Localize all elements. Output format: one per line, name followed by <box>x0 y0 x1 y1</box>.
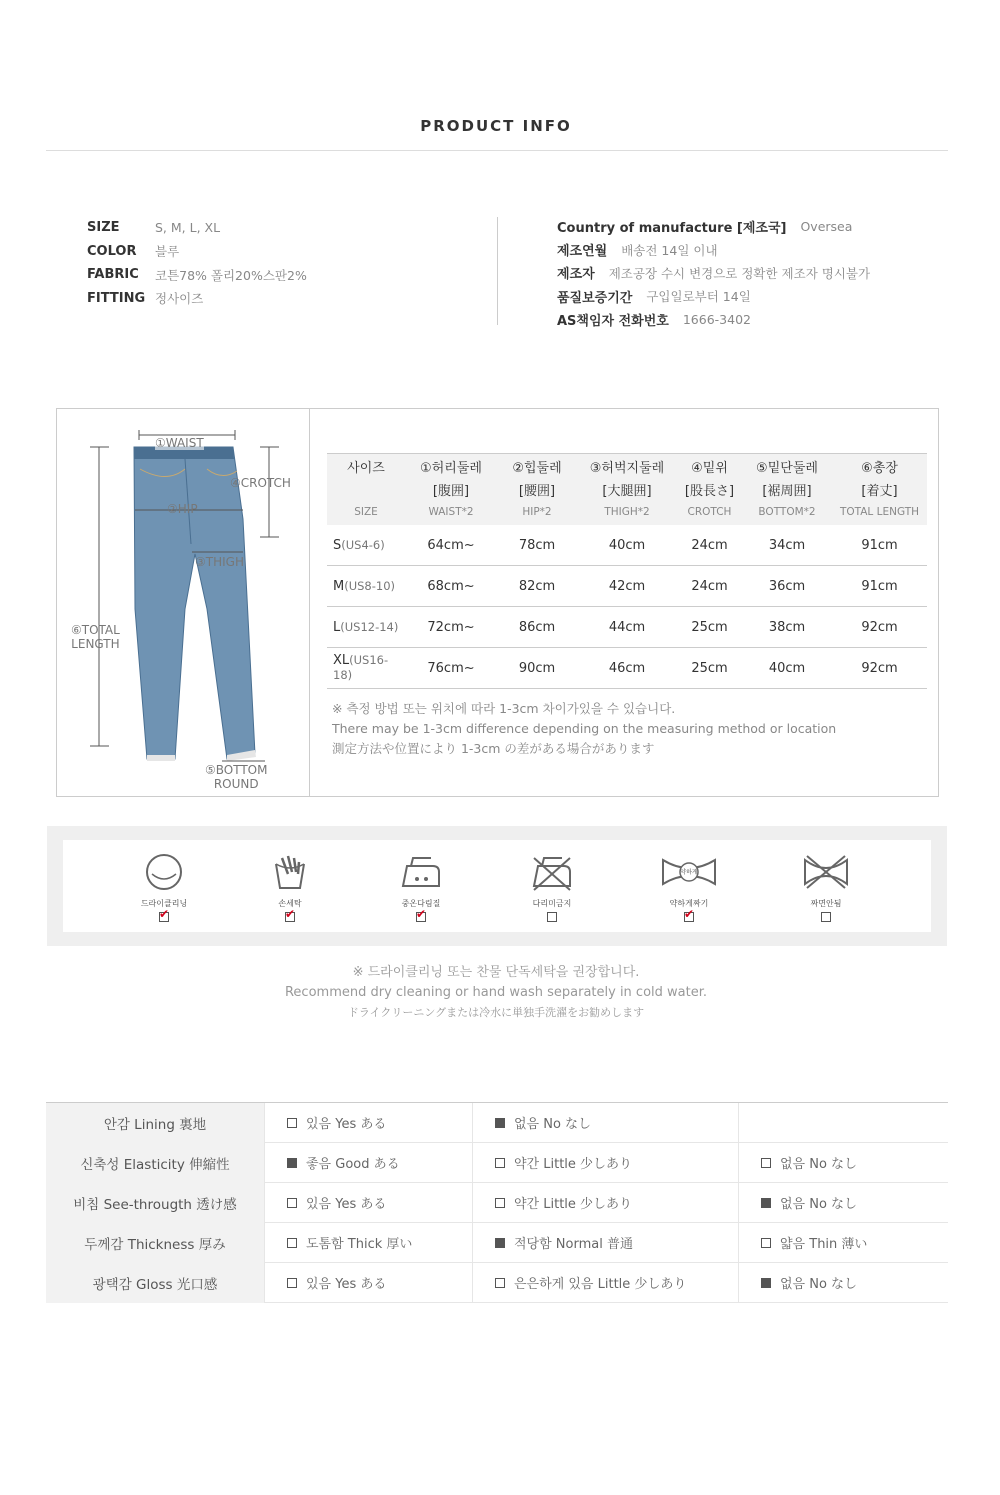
property-label: 두께감 Thickness 厚み <box>46 1223 264 1263</box>
table-cell: 92cm <box>861 660 898 676</box>
wring-gently-icon <box>659 852 719 892</box>
table-cell: 68cm~ <box>427 578 475 594</box>
size-cell <box>327 579 405 594</box>
table-cell: 24cm <box>691 578 728 594</box>
info-row <box>87 216 307 240</box>
header-en: THIGH*2 <box>604 506 650 518</box>
header-cjk: [股長さ] <box>684 484 735 499</box>
option-cell[interactable] <box>264 1143 472 1183</box>
option-checkbox[interactable] <box>287 1198 297 1208</box>
size-table <box>327 453 927 759</box>
option-cell[interactable] <box>472 1183 738 1223</box>
table-cell: 38cm <box>768 619 806 635</box>
size-header-cell <box>742 454 832 525</box>
size-header-cell <box>497 454 577 525</box>
option-checkbox[interactable] <box>495 1198 505 1208</box>
thigh-label: ③THIGH <box>195 555 244 569</box>
size-name: XL <box>333 653 350 668</box>
option-cell-empty <box>738 1103 948 1143</box>
no-iron-icon <box>530 852 574 892</box>
table-cell: 86cm <box>518 619 556 635</box>
care-checkbox[interactable] <box>285 907 296 922</box>
info-key: COLOR <box>87 243 137 259</box>
table-row <box>327 566 927 607</box>
header-en: BOTTOM*2 <box>758 506 816 518</box>
care-note-line: ドライクリーニングまたは冷水に単独手洗濯をお勧めします <box>347 1006 645 1019</box>
info-value: 배송전 14일 이내 <box>621 242 718 258</box>
care-checkbox[interactable] <box>684 907 695 922</box>
jeans-illustration <box>57 409 310 796</box>
size-us: (US4-6) <box>341 537 385 552</box>
option-text: 약간 Little 少しあり <box>514 1197 633 1212</box>
size-us: (US12-14) <box>340 619 399 634</box>
care-label: 손세탁 <box>278 899 302 908</box>
hip-label: ②HIP <box>167 502 198 516</box>
measurement-note <box>327 699 927 759</box>
header-ko: 사이즈 <box>347 461 385 476</box>
crotch-label: ④CROTCH <box>230 476 291 490</box>
table-row <box>327 525 927 566</box>
care-checkbox[interactable] <box>821 912 831 922</box>
size-chart-box <box>56 408 939 797</box>
info-row <box>557 215 870 238</box>
size-cell <box>327 538 405 553</box>
info-value: 코튼78% 폴리20%스판2% <box>155 267 307 283</box>
info-key: FITTING <box>87 290 146 306</box>
note-line: 測定方法や位置により 1-3cm の差がある場合があります <box>332 741 655 756</box>
dry-clean-icon <box>142 852 186 892</box>
info-row <box>557 238 870 261</box>
care-panel <box>47 826 947 946</box>
header-ko: ①허리둘레 <box>420 461 482 476</box>
option-checkbox[interactable] <box>761 1158 771 1168</box>
iron-icon <box>399 852 443 892</box>
option-text: 약간 Little 少しあり <box>514 1157 633 1172</box>
care-checkbox[interactable] <box>159 907 170 922</box>
note-line: There may be 1-3cm difference depending on the measuring method or location <box>332 721 837 736</box>
total-label-line: LENGTH <box>71 637 120 651</box>
option-checkbox[interactable] <box>761 1278 771 1288</box>
table-row <box>46 1183 948 1223</box>
option-cell[interactable] <box>472 1263 738 1303</box>
table-cell: 91cm <box>861 578 898 594</box>
header-ko: ②힙둘레 <box>512 461 562 476</box>
care-label: 약하게짜기 <box>669 899 709 908</box>
option-cell[interactable] <box>264 1223 472 1263</box>
option-text: 없음 No なし <box>514 1117 592 1132</box>
info-row <box>557 285 870 308</box>
size-name: M <box>333 578 345 594</box>
total-label-line: ⑥TOTAL <box>71 623 120 637</box>
table-cell: 78cm <box>518 537 556 553</box>
header-en: SIZE <box>354 506 378 518</box>
header-ko: ④밑위 <box>691 461 728 476</box>
info-row <box>87 287 307 311</box>
waist-label: ①WAIST <box>155 436 204 450</box>
info-value: 블루 <box>155 244 180 260</box>
care-checkbox[interactable] <box>547 912 557 922</box>
page-title: PRODUCT INFO <box>420 117 572 135</box>
size-cell <box>327 653 405 683</box>
table-cell: 92cm <box>861 619 898 635</box>
info-key: AS책임자 전화번호 <box>557 313 669 329</box>
option-checkbox[interactable] <box>495 1158 505 1168</box>
option-checkbox[interactable] <box>495 1118 505 1128</box>
check-icon: ✔ <box>416 907 427 921</box>
info-value: S, M, L, XL <box>155 220 221 236</box>
option-checkbox[interactable] <box>495 1238 505 1248</box>
care-label: 중온다림질 <box>401 899 441 908</box>
info-value: 구입일로부터 14일 <box>646 289 751 305</box>
info-key: 제조자 <box>557 267 595 283</box>
info-row <box>557 261 870 284</box>
size-us: (US16-18) <box>333 653 389 682</box>
table-cell: 82cm <box>518 578 556 594</box>
header-ko: ⑥총장 <box>861 461 898 476</box>
info-right <box>557 215 870 331</box>
header-en: HIP*2 <box>522 506 552 518</box>
option-text: 없음 No なし <box>780 1197 858 1212</box>
info-key: SIZE <box>87 220 120 236</box>
table-cell: 25cm <box>691 619 728 635</box>
option-cell[interactable] <box>472 1223 738 1263</box>
size-header-cell <box>577 454 677 525</box>
option-cell[interactable] <box>738 1263 948 1303</box>
option-cell[interactable] <box>738 1143 948 1183</box>
option-cell[interactable] <box>472 1143 738 1183</box>
option-checkbox[interactable] <box>495 1278 505 1288</box>
info-divider <box>497 217 498 325</box>
info-value: 제조공장 수시 변경으로 정확한 제조자 명시불가 <box>608 265 871 281</box>
care-note <box>0 963 992 1023</box>
check-icon: ✔ <box>684 907 695 921</box>
check-icon: ✔ <box>285 907 296 921</box>
header-en: WAIST*2 <box>428 506 474 518</box>
hand-wash-icon <box>268 852 312 892</box>
table-cell: 90cm <box>518 660 556 676</box>
info-key: Country of manufacture [제조국] <box>557 221 787 237</box>
care-note-line: ※ 드라이클리닝 또는 찬물 단독세탁을 권장합니다. <box>352 965 640 980</box>
table-cell: 46cm <box>608 660 646 676</box>
table-row <box>327 648 927 689</box>
size-header-cell <box>832 454 927 525</box>
table-cell: 91cm <box>861 537 898 553</box>
option-cell[interactable] <box>472 1103 738 1143</box>
care-inner <box>63 840 931 932</box>
header-cjk: [腰囲] <box>518 484 556 499</box>
note-line: ※ 측정 방법 또는 위치에 따라 1-3cm 차이가있을 수 있습니다. <box>332 701 676 716</box>
table-cell: 24cm <box>691 537 728 553</box>
option-text: 적당함 Normal 普通 <box>514 1237 633 1252</box>
care-item <box>245 852 335 922</box>
table-cell: 40cm <box>608 537 646 553</box>
info-value: 정사이즈 <box>155 291 204 307</box>
total-length-label <box>71 623 120 651</box>
no-wring-icon <box>801 852 851 892</box>
info-key: 제조연월 <box>557 244 608 260</box>
size-name: S <box>333 537 342 553</box>
care-label: 짜면안됨 <box>810 899 842 908</box>
option-text: 도톰함 Thick 厚い <box>306 1237 413 1252</box>
info-row <box>87 240 307 264</box>
option-checkbox[interactable] <box>287 1278 297 1288</box>
size-table-header <box>327 453 927 525</box>
header-ko: ③허벅지둘레 <box>589 461 665 476</box>
size-cell <box>327 620 405 635</box>
option-text: 있음 Yes ある <box>306 1277 387 1292</box>
care-checkbox[interactable] <box>416 907 427 922</box>
size-name: L <box>333 619 341 635</box>
property-label: 광택감 Gloss 光口感 <box>46 1263 264 1303</box>
size-header-cell <box>677 454 742 525</box>
table-cell: 64cm~ <box>427 537 475 553</box>
option-text: 있음 Yes ある <box>306 1117 387 1132</box>
option-text: 은은하게 있음 Little 少しあり <box>514 1277 687 1292</box>
header-cjk: [腹囲] <box>432 484 470 499</box>
info-key: FABRIC <box>87 267 139 283</box>
option-checkbox[interactable] <box>287 1238 297 1248</box>
option-text: 있음 Yes ある <box>306 1197 387 1212</box>
option-text: 좋음 Good ある <box>306 1157 400 1172</box>
header-cjk: [裾周囲] <box>762 484 812 499</box>
wring-icon-text: 약하게 <box>680 869 698 876</box>
table-row <box>46 1223 948 1263</box>
header-cjk <box>327 480 405 503</box>
table-row <box>327 607 927 648</box>
info-row <box>557 308 870 331</box>
option-checkbox[interactable] <box>287 1118 297 1128</box>
option-checkbox[interactable] <box>761 1238 771 1248</box>
header-cjk: [着丈] <box>861 484 898 499</box>
info-value: 1666-3402 <box>682 311 751 327</box>
care-label: 드라이클리닝 <box>140 899 188 908</box>
bottom-label-line: ROUND <box>213 777 259 791</box>
care-item <box>119 852 209 922</box>
table-cell: 36cm <box>768 578 806 594</box>
info-row <box>87 263 307 287</box>
care-item <box>781 852 871 922</box>
title-divider <box>46 150 948 151</box>
size-header-cell <box>405 454 497 525</box>
care-label: 다리미금지 <box>532 899 572 908</box>
table-cell: 76cm~ <box>427 660 475 676</box>
option-cell[interactable] <box>264 1183 472 1223</box>
header-en: TOTAL LENGTH <box>839 506 920 518</box>
option-cell[interactable] <box>738 1223 948 1263</box>
option-text: 없음 No なし <box>780 1157 858 1172</box>
info-value: Oversea <box>800 219 853 235</box>
table-row <box>46 1103 948 1143</box>
header-ko: ⑤밑단둘레 <box>756 461 818 476</box>
property-label: 비침 See-througth 透け感 <box>46 1183 264 1223</box>
check-icon: ✔ <box>159 907 170 921</box>
option-text: 얇음 Thin 薄い <box>780 1237 868 1252</box>
care-item <box>507 852 597 922</box>
table-cell: 44cm <box>608 619 646 635</box>
option-checkbox[interactable] <box>287 1158 297 1168</box>
size-header-cell <box>327 454 405 525</box>
fabric-properties-table <box>46 1102 948 1303</box>
care-note-line: Recommend dry cleaning or hand wash separately in cold water. <box>284 985 707 1000</box>
option-text: 없음 No なし <box>780 1277 858 1292</box>
info-left <box>87 216 307 310</box>
option-cell[interactable] <box>264 1103 472 1143</box>
jeans-diagram <box>57 409 310 796</box>
info-key: 품질보증기간 <box>557 290 633 306</box>
table-cell: 34cm <box>768 537 806 553</box>
table-row <box>46 1143 948 1183</box>
option-cell[interactable] <box>738 1183 948 1223</box>
table-cell: 72cm~ <box>427 619 475 635</box>
table-cell: 40cm <box>768 660 806 676</box>
table-cell: 25cm <box>691 660 728 676</box>
bottom-round-label <box>205 763 267 791</box>
table-row <box>46 1263 948 1303</box>
property-label: 신축성 Elasticity 伸縮性 <box>46 1143 264 1183</box>
property-label: 안감 Lining 裏地 <box>46 1103 264 1143</box>
option-checkbox[interactable] <box>761 1198 771 1208</box>
bottom-label-line: ⑤BOTTOM <box>205 763 268 777</box>
option-cell[interactable] <box>264 1263 472 1303</box>
header-en: CROTCH <box>687 506 732 518</box>
header-cjk: [大腿囲] <box>602 484 652 499</box>
care-item <box>376 852 466 922</box>
care-item <box>644 852 734 922</box>
table-cell: 42cm <box>608 578 646 594</box>
size-us: (US8-10) <box>344 578 396 593</box>
